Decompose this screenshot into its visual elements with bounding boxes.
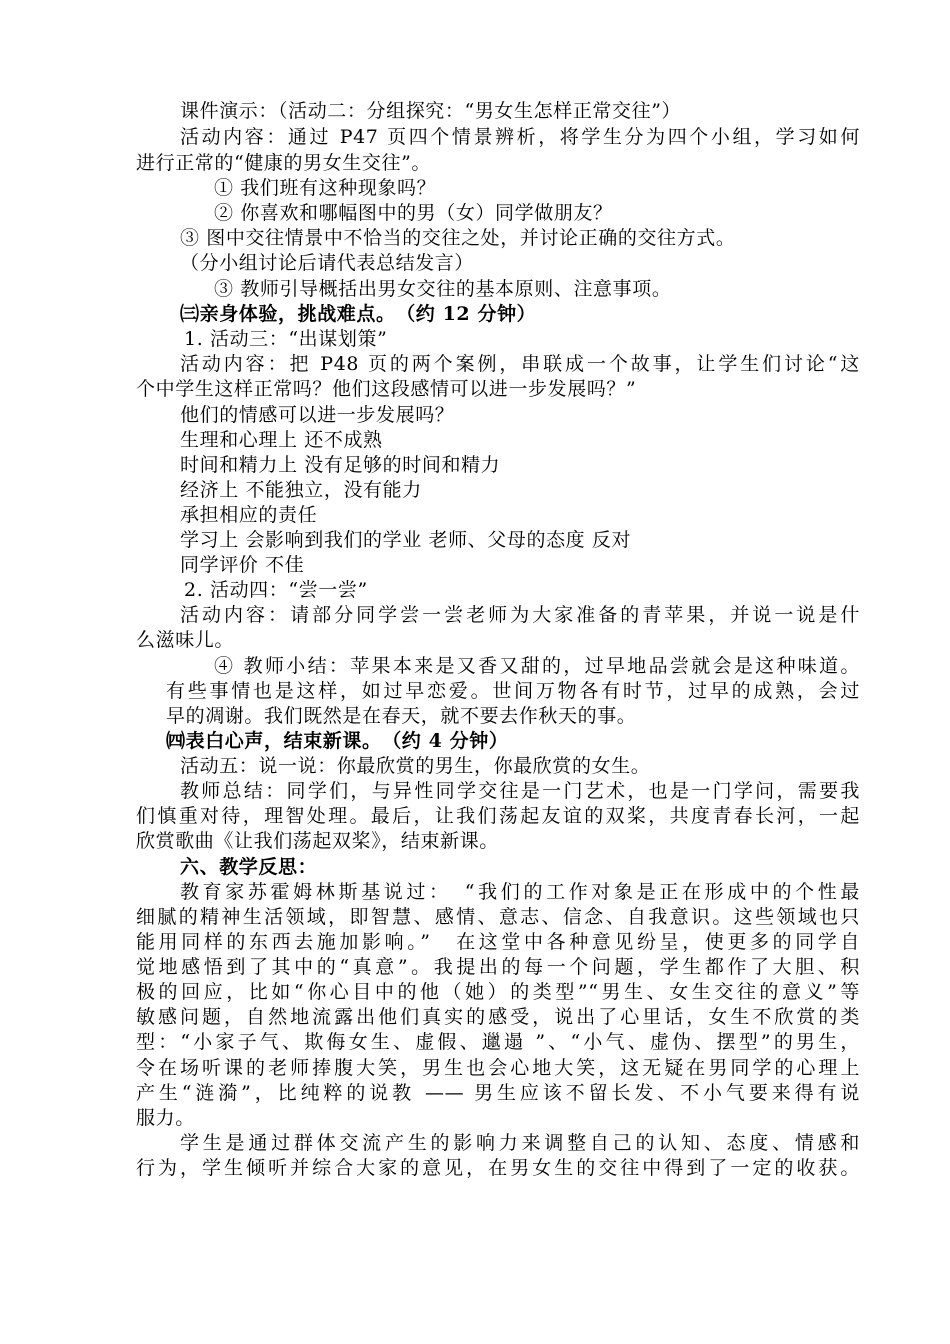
text-line: 有些事情也是这样，如过早恋爱。世间万物各有时节，过早的成熟，会过 (166, 680, 860, 702)
text-line: 服力。 (136, 1107, 195, 1129)
text-line: 个中学生这样正常吗？他们这段感情可以进一步发展吗？” (136, 378, 637, 400)
text-line: （分小组讨论后请代表总结发言） (180, 252, 475, 274)
text-line: 经济上 不能独立，没有能力 (180, 479, 422, 501)
text-line: 能用同样的东西去施加影响。” 在这堂中各种意见纷呈，使更多的同学自 (136, 931, 860, 953)
section-heading: ㈢亲身体验，挑战难点。 （约 12 分钟） (180, 303, 537, 325)
text-line: 生理和心理上 还不成熟 (180, 429, 383, 451)
text-line: ② 你喜欢和哪幅图中的男（女）同学做朋友？ (214, 202, 613, 224)
text-line: 细腻的精神生活领域，即智慧、感情、意志、信念、自我意识。这些领域也只 (136, 906, 860, 928)
text-line: 同学评价 不佳 (180, 554, 305, 576)
text-line: 学习上 会影响到我们的学业 老师、父母的态度 反对 (180, 529, 632, 551)
section-heading: 六、教学反思： (180, 856, 318, 878)
text-line: 产生“涟漪”，比纯粹的说教 —— 男生应该不留长发、不小气要来得有说 (136, 1082, 860, 1104)
text-line: 时间和精力上 没有足够的时间和精力 (180, 454, 501, 476)
text-line: 承担相应的责任 (180, 504, 318, 526)
text-line: 学生是通过群体交流产生的影响力来调整自己的认知、态度、情感和 (180, 1132, 860, 1154)
text-line: 进行正常的“健康的男女生交往”。 (136, 152, 432, 174)
text-line: 行为，学生倾听并综合大家的意见，在男女生的交往中得到了一定的收获。 (136, 1157, 860, 1179)
text-line: 活动内容：把 P48 页的两个案例，串联成一个故事，让学生们讨论“这 (180, 353, 860, 375)
text-line: ④ 教师小结：苹果本来是又香又甜的，过早地品尝就会是这种味道。 (214, 655, 860, 677)
text-line: 2. 活动四：“尝一尝” (184, 579, 368, 601)
text-line: 极的回应，比如“你心目中的他（她）的类型”“男生、女生交往的意义”等 (136, 981, 860, 1003)
text-line: 活动内容：通过 P47 页四个情景辨析，将学生分为四个小组，学习如何 (180, 126, 860, 148)
text-line: 教育家苏霍姆林斯基说过： “我们的工作对象是正在形成中的个性最 (180, 881, 860, 903)
text-line: 早的凋谢。我们既然是在春天，就不要去作秋天的事。 (166, 705, 637, 727)
text-line: 活动五：说一说：你最欣赏的男生，你最欣赏的女生。 (180, 755, 651, 777)
text-line: 1. 活动三：“出谋划策” (184, 328, 388, 350)
text-line: 课件演示：（活动二：分组探究：“男女生怎样正常交往”） (180, 100, 682, 122)
section-heading: ㈣表白心声，结束新课。 （约 4 分钟） (166, 730, 509, 752)
text-line: ③ 教师引导概括出男女交往的基本原则、注意事项。 (214, 278, 672, 300)
text-line: 令在场听课的老师捧腹大笑，男生也会心地大笑，这无疑在男同学的心理上 (136, 1057, 860, 1079)
text-line: 们慎重对待，理智处理。最后，让我们荡起友谊的双桨，共度青春长河，一起 (136, 805, 860, 827)
text-line: 觉地感悟到了其中的“真意”。我提出的每一个问题，学生都作了大胆、积 (136, 956, 860, 978)
text-line: ③ 图中交往情景中不恰当的交往之处，并讨论正确的交往方式。 (180, 227, 736, 249)
text-line: 型：“小家子气、欺侮女生、虚假、邋遢 ”、“小气、虚伪、摆型”的男生， (136, 1031, 860, 1053)
text-line: 他们的情感可以进一步发展吗？ (180, 404, 455, 426)
text-line: 活动内容：请部分同学尝一尝老师为大家准备的青苹果，并说一说是什 (180, 604, 860, 626)
text-line: 欣赏歌曲《让我们荡起双桨》，结束新课。 (136, 830, 499, 852)
text-line: ① 我们班有这种现象吗？ (214, 177, 437, 199)
text-line: 么滋味儿。 (136, 629, 235, 651)
text-line: 教师总结：同学们，与异性同学交往是一门艺术，也是一门学问，需要我 (180, 780, 860, 802)
text-line: 敏感问题，自然地流露出他们真实的感受，说出了心里话，女生不欣赏的类 (136, 1006, 860, 1028)
